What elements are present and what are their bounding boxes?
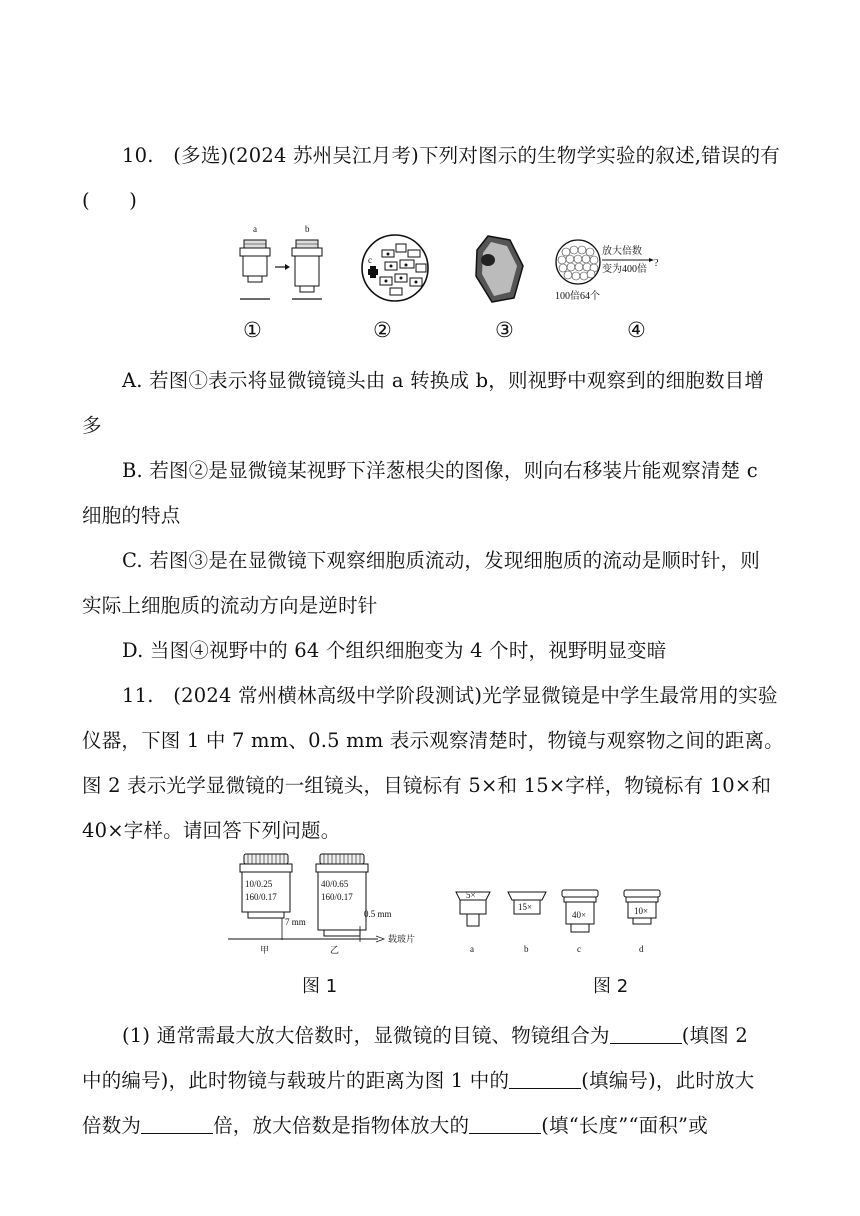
q11-stem-line4: 40×字样。请回答下列问题。 [82,819,341,842]
fig-label-4: ④ [627,318,646,342]
option-a-line1: A. 若图①表示将显微镜镜头由 a 转换成 b，则视野中观察到的细胞数目增 [122,369,765,392]
jia-spec-1: 10/0.25 [245,879,273,889]
lens-d-mark: 10× [634,906,649,916]
q11-figure1 [228,850,428,960]
yi-spec-2: 160/0.17 [321,892,353,902]
sub1-line3 [82,1110,708,1138]
fig1-label-b: b [305,224,310,234]
option-d-line1: D. 当图④视野中的 64 个组织细胞变为 4 个时，视野明显变暗 [122,639,667,662]
lens-c-id: c [577,944,581,954]
sub1-l2-text-a: 中的编号)，此时物镜与载玻片的距离为图 1 中的 [82,1069,510,1092]
yi-label: 乙 [330,945,340,955]
blank-1[interactable] [610,1025,682,1044]
sub1-l3-text-c: (填“长度”“面积”或 [541,1114,708,1137]
option-c-line1: C. 若图③是在显微镜下观察细胞质流动，发现细胞质的流动是顺时针，则 [122,549,760,572]
figure2-caption: 图 2 [593,976,629,997]
jia-distance: 7 mm [285,917,306,927]
q10-figure [230,222,690,347]
lens-c-mark: 40× [572,910,587,920]
jia-spec-2: 160/0.17 [245,892,277,902]
blank-4[interactable] [469,1115,541,1134]
yi-spec-1: 40/0.65 [321,879,349,889]
sub1-l3-text-a: 倍数为 [82,1114,142,1137]
sub1-line1 [122,1020,748,1048]
q10-answer-paren: ( ) [82,189,138,212]
sub1-l1-text-b: (填图 2 [681,1024,748,1047]
fig4-text-400x: 变为400倍 [602,264,647,275]
sub1-l2-text-b: (填编号)，此时放大 [581,1069,755,1092]
option-a-line2: 多 [82,414,102,437]
lens-d-id: d [639,944,644,954]
fig1-label-a: a [253,224,257,234]
fig4-text-100x-64: 100倍64个 [555,291,600,302]
fig-label-2: ② [373,318,392,342]
option-c-line2: 实际上细胞质的流动方向是逆时针 [82,594,378,617]
option-b-line1: B. 若图②是显微镜某视野下洋葱根尖的图像，则向右移装片能观察清楚 c [122,459,758,482]
fig4-text-magnification: 放大倍数 [602,246,642,257]
fig3-cell [476,236,523,302]
q11-figure2 [450,880,680,960]
yi-distance: 0.5 mm [364,909,392,919]
fig-label-1: ① [243,318,262,342]
lens-a-id: a [470,944,474,954]
lens-a-mark: 5× [466,890,476,900]
blank-2[interactable] [509,1070,581,1089]
fig4-question-mark: ? [654,258,659,269]
option-b-line2: 细胞的特点 [82,504,181,527]
q11-stem-line2: 仪器，下图 1 中 7 mm、0.5 mm 表示观察清楚时，物镜与观察物之间的距离。 [82,729,784,752]
slide-label: 载玻片 [388,934,416,944]
fig4-cell-count [555,240,659,302]
figure1-caption: 图 1 [302,976,338,997]
lens-b-mark: 15× [518,902,533,912]
q10-stem-line1: 10. (多选)(2024 苏州吴江月考)下列对图示的生物学实验的叙述,错误的有 [122,144,780,167]
sub1-l3-text-b: 倍，放大倍数是指物体放大的 [213,1114,470,1137]
fig1-objectives [240,224,322,299]
blank-3[interactable] [141,1115,213,1134]
sub1-l1-text-a: (1) 通常需最大放大倍数时，显微镜的目镜、物镜组合为 [122,1024,610,1047]
sub1-line2 [82,1065,754,1093]
fig2-root-tip-view [362,235,428,301]
q11-stem-line1: 11. (2024 常州横林高级中学阶段测试)光学显微镜是中学生最常用的实验 [122,684,778,707]
fig-label-3: ③ [495,318,514,342]
fig2-label-c: c [368,255,372,265]
q11-stem-line3: 图 2 表示光学显微镜的一组镜头，目镜标有 5×和 15×字样，物镜标有 10×和 [82,774,772,797]
lens-b-id: b [524,944,529,954]
jia-label: 甲 [260,945,270,955]
